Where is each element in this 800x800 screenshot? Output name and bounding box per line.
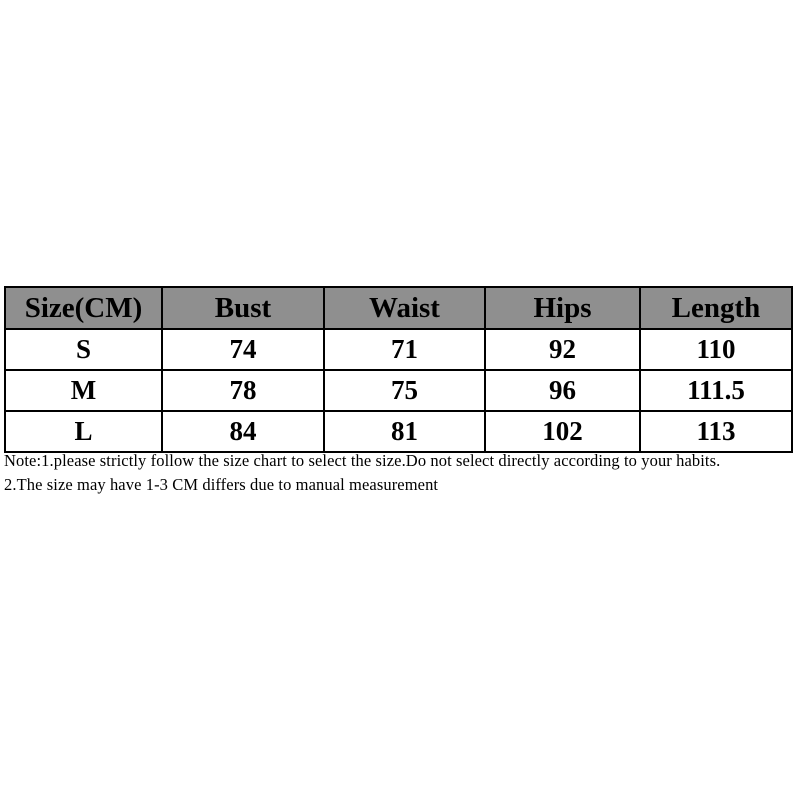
- cell-length: 110: [640, 329, 792, 370]
- table-row: [5, 329, 792, 370]
- cell-length: 111.5: [640, 370, 792, 411]
- column-header-hips: Hips: [485, 287, 640, 329]
- size-chart-table: [4, 286, 793, 453]
- table-body: [5, 329, 792, 452]
- table-row: [5, 370, 792, 411]
- cell-waist: 71: [324, 329, 485, 370]
- cell-waist: 81: [324, 411, 485, 452]
- column-header-length: Length: [640, 287, 792, 329]
- table-row: [5, 411, 792, 452]
- cell-size: L: [5, 411, 162, 452]
- cell-size: S: [5, 329, 162, 370]
- cell-length: 113: [640, 411, 792, 452]
- note-line-1: Note:1.please strictly follow the size chart to select the size.Do not select directly according to your habits.: [4, 451, 721, 470]
- cell-bust: 78: [162, 370, 324, 411]
- cell-hips: 96: [485, 370, 640, 411]
- size-chart-notes: [4, 450, 784, 496]
- column-header-size: Size(CM): [5, 287, 162, 329]
- column-header-waist: Waist: [324, 287, 485, 329]
- column-header-bust: Bust: [162, 287, 324, 329]
- cell-hips: 92: [485, 329, 640, 370]
- cell-waist: 75: [324, 370, 485, 411]
- note-line-2: 2.The size may have 1-3 CM differs due to manual measurement: [4, 475, 439, 494]
- table-header: [5, 287, 792, 329]
- size-chart-container: [4, 286, 791, 453]
- cell-bust: 74: [162, 329, 324, 370]
- cell-size: M: [5, 370, 162, 411]
- cell-hips: 102: [485, 411, 640, 452]
- cell-bust: 84: [162, 411, 324, 452]
- table-header-row: [5, 287, 792, 329]
